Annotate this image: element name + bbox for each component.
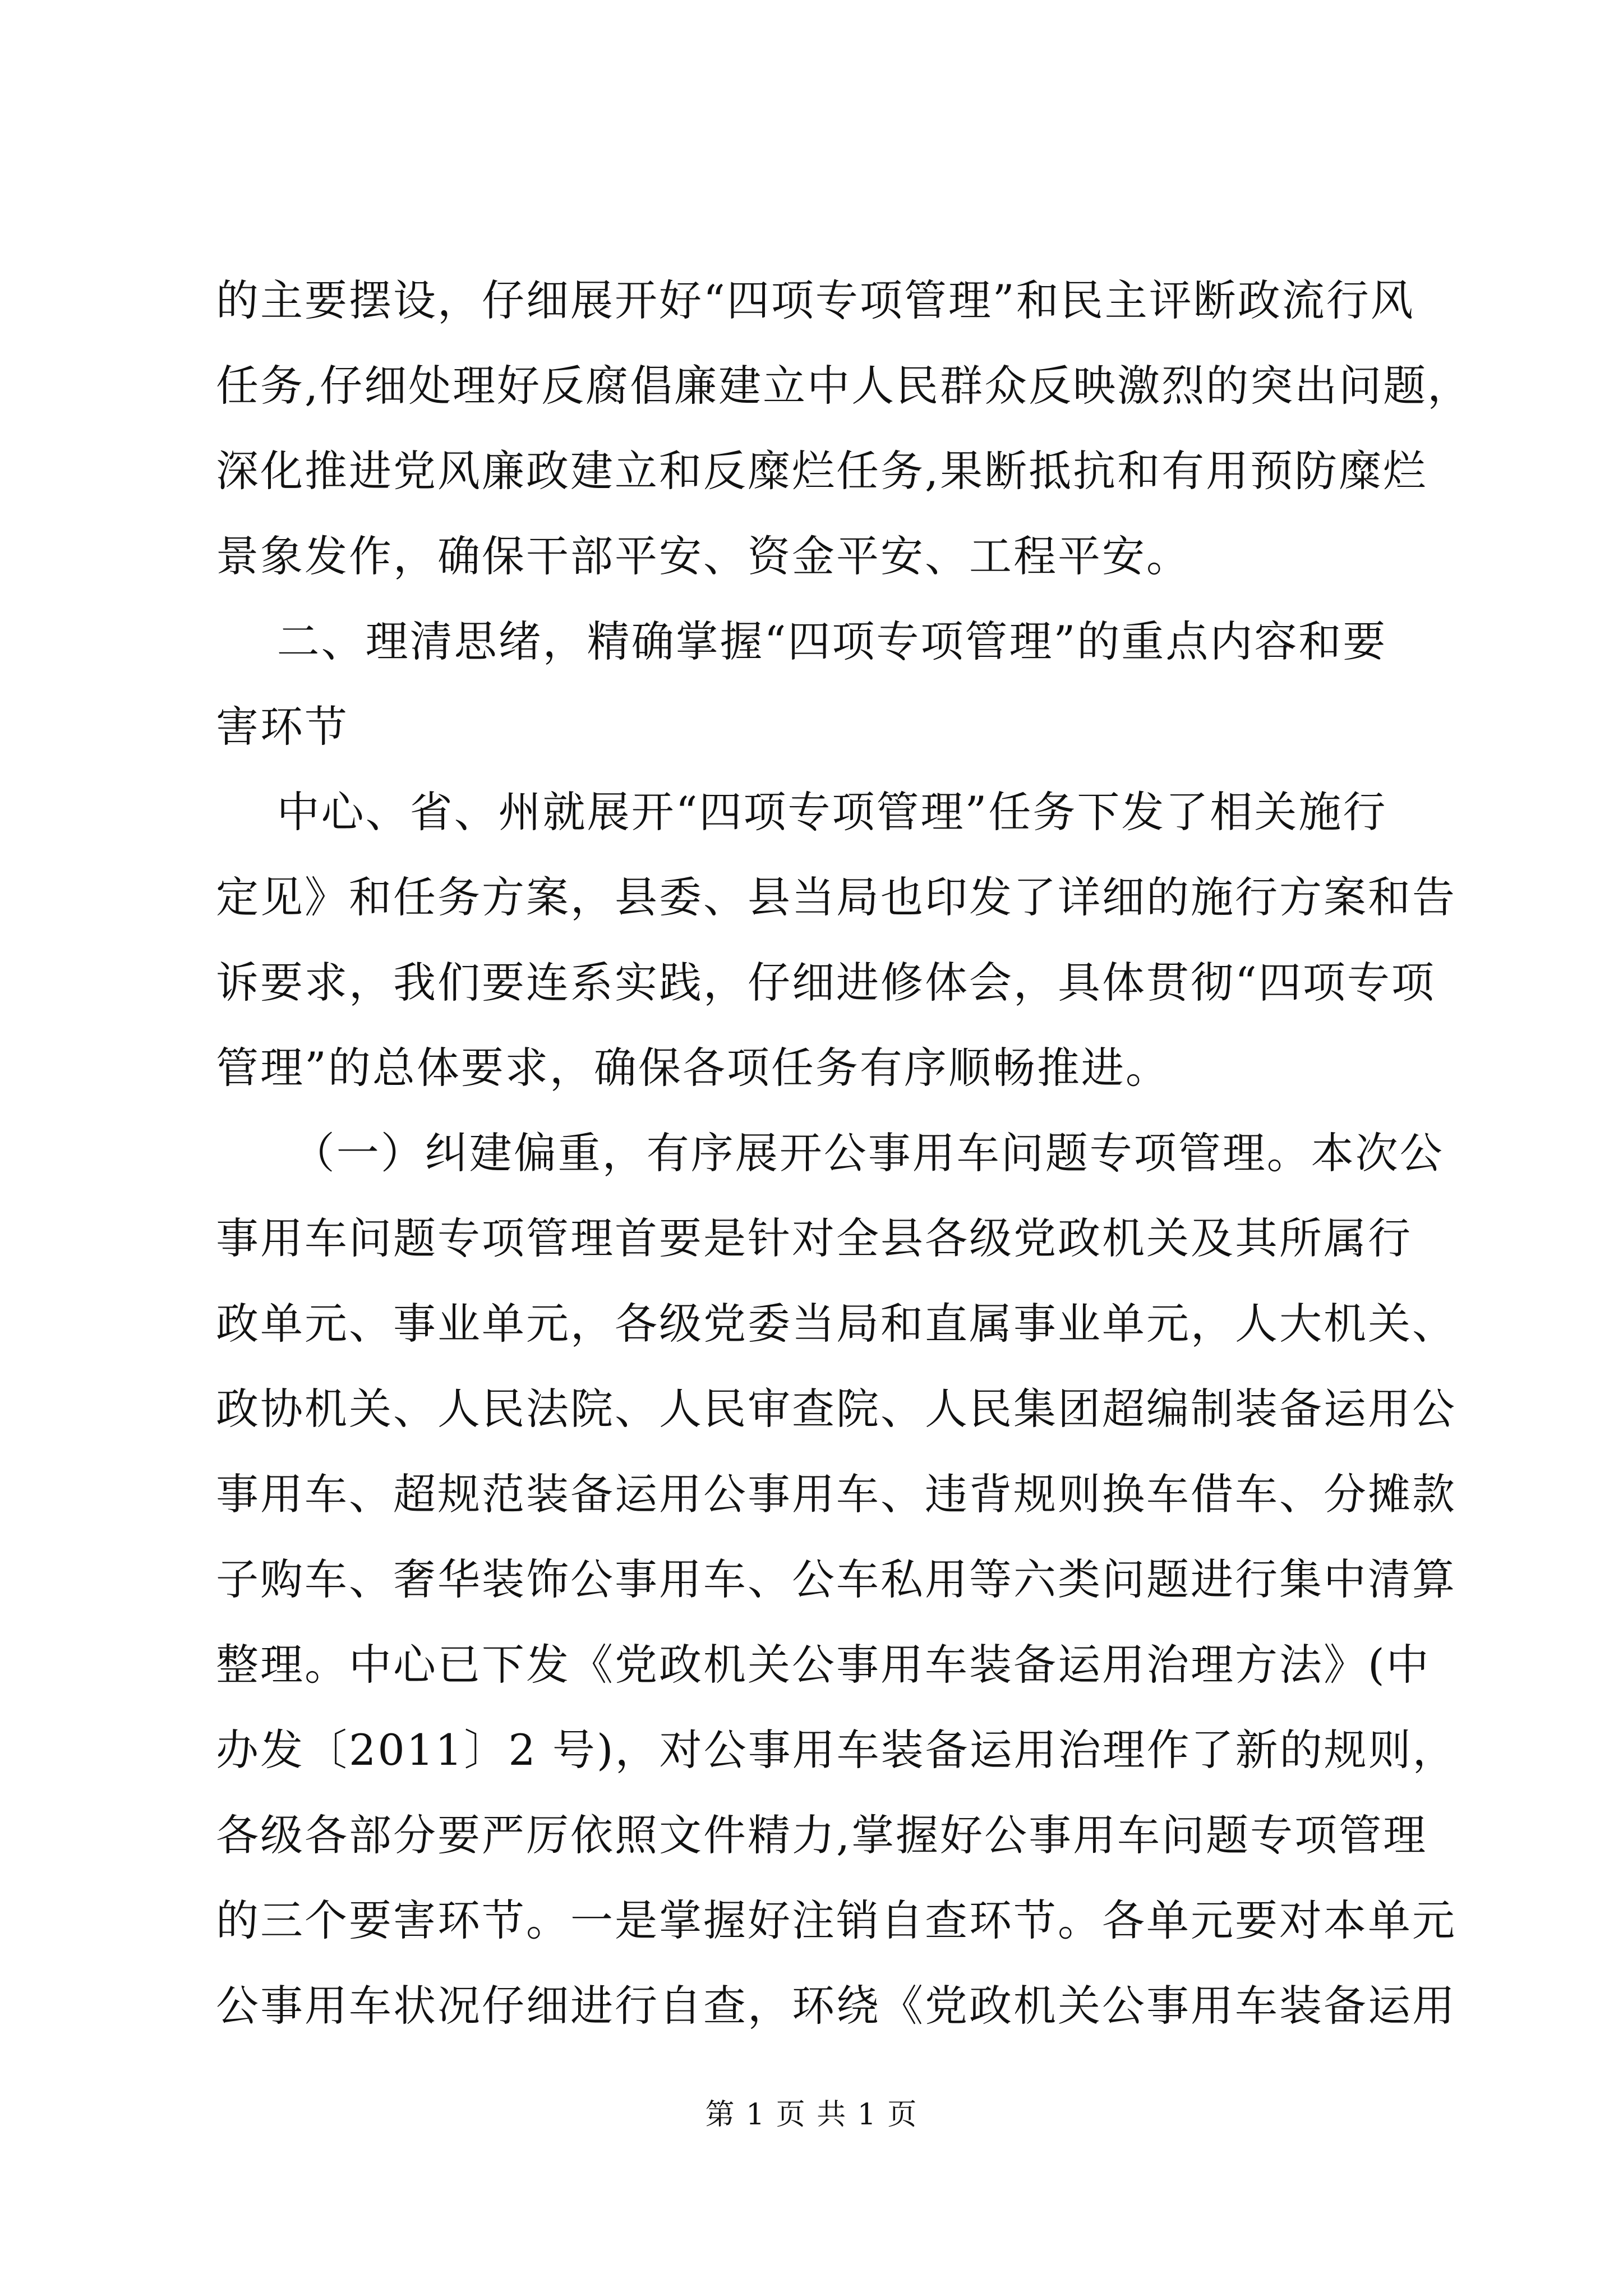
text-line: 子购车、奢华装饰公事用车、公车私用等六类问题进行集中清算 (216, 1554, 1456, 1604)
text-line: 政单元、事业单元，各级党委当局和直属事业单元，人大机关、 (216, 1299, 1456, 1349)
body-text (216, 258, 1472, 2049)
text-line: 政协机关、人民法院、人民审查院、人民集团超编制装备运用公 (216, 1384, 1456, 1434)
text-line: 整理。中心已下发《党政机关公事用车装备运用治理方法》(中 (216, 1640, 1431, 1690)
text-line: 公事用车状况仔细进行自查，环绕《党政机关公事用车装备运用 (216, 1981, 1456, 2031)
section-heading-line: 害环节 (216, 702, 349, 752)
text-line: 事用车问题专项管理首要是针对全县各级党政机关及其所属行 (216, 1213, 1412, 1263)
text-line: 管理”的总体要求，确保各项任务有序顺畅推进。 (216, 1043, 1170, 1093)
text-line: 诉要求，我们要连系实践，仔细进修体会，具体贯彻“四项专项 (216, 958, 1436, 1007)
text-line: 办发〔2011〕2 号)，对公事用车装备运用治理作了新的规则， (216, 1725, 1457, 1775)
page-footer: 第 1 页 共 1 页 (705, 2098, 918, 2132)
text-line: 景象发作，确保干部平安、资金平安、工程平安。 (216, 531, 1191, 581)
subsection-line: （一）纠建偏重，有序展开公事用车问题专项管理。本次公 (216, 1128, 1444, 1178)
text-line: 深化推进党风廉政建立和反糜烂任务,果断抵抗和有用预防糜烂 (216, 446, 1428, 496)
text-line: 各级各部分要严厉依照文件精力,掌握好公事用车问题专项管理 (216, 1810, 1428, 1860)
text-line: 中心、省、州就展开“四项专项管理”任务下发了相关施行 (216, 787, 1387, 837)
section-heading-line: 二、理清思绪，精确掌握“四项专项管理”的重点内容和要 (216, 616, 1387, 666)
text-line: 事用车、超规范装备运用公事用车、违背规则换车借车、分摊款 (216, 1469, 1456, 1519)
text-line: 任务,仔细处理好反腐倡廉建立中人民群众反映激烈的突出问题， (216, 361, 1472, 411)
text-line: 的三个要害环节。一是掌握好注销自查环节。各单元要对本单元 (216, 1895, 1456, 1945)
text-line: 定见》和任务方案，县委、县当局也印发了详细的施行方案和告 (216, 872, 1456, 922)
text-line: 的主要摆设，仔细展开好“四项专项管理”和民主评断政流行风 (216, 275, 1415, 325)
